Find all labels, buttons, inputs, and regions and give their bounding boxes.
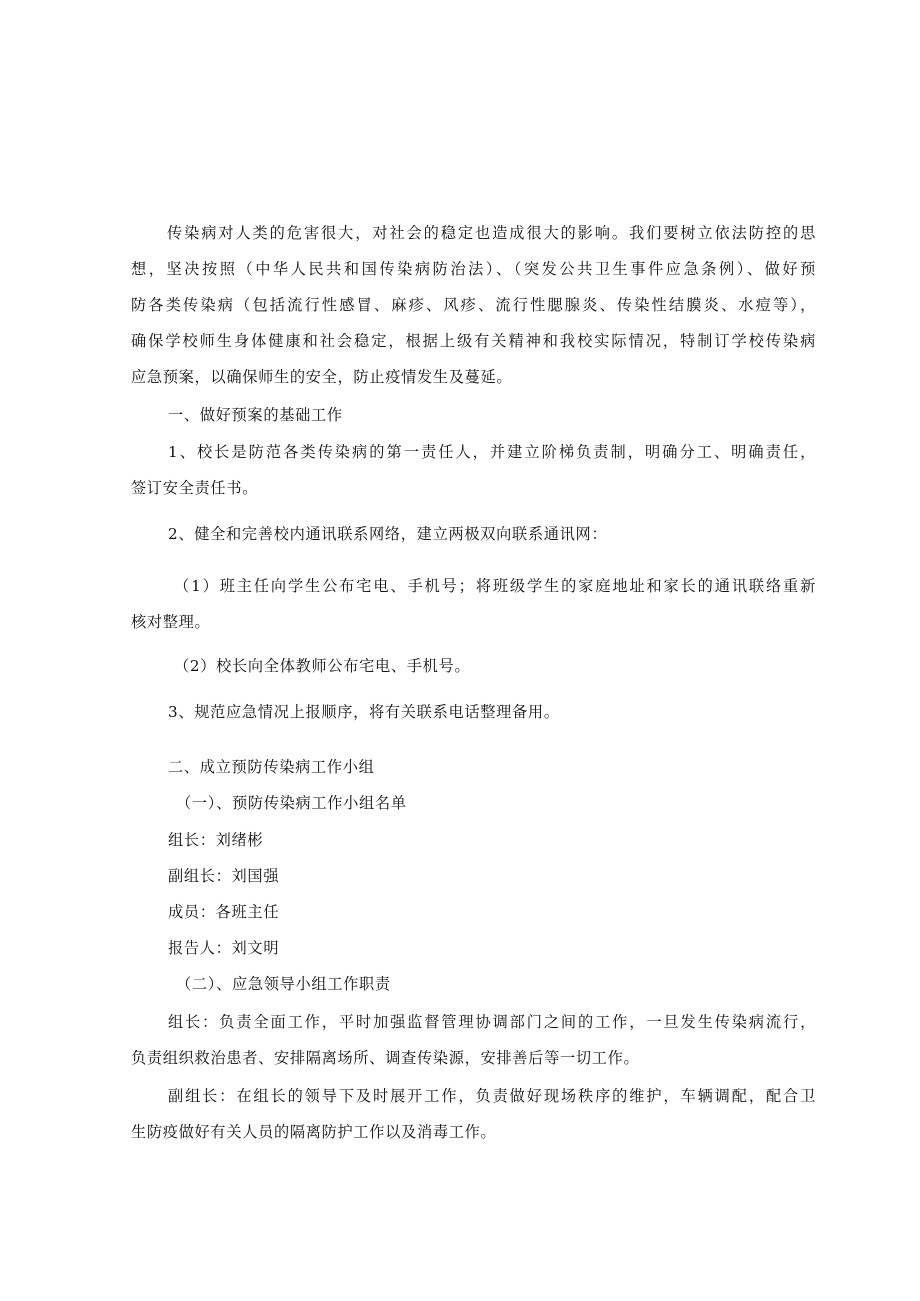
duty-leader-line1: 组长：负责全面工作，平时加强监督管理协调部门之间的工作，一旦发生传染病流行， [168, 1013, 816, 1031]
section1-item1-line2: 签订安全责任书。 [131, 479, 259, 497]
duty-vice-line1: 副组长：在组长的领导下及时展开工作，负责做好现场秩序的维护，车辆调配，配合卫 [168, 1087, 816, 1105]
intro-line-3: 防各类传染病（包括流行性感冒、麻疹、风疹、流行性腮腺炎、传染性结膜炎、水痘等）， [131, 296, 816, 314]
group-leader: 组长：刘绪彬 [168, 831, 264, 849]
intro-line-5: 应急预案，以确保师生的安全，防止疫情发生及蔓延。 [131, 368, 513, 386]
duty-vice-line2: 生防疫做好有关人员的隔离防护工作以及消毒工作。 [131, 1123, 497, 1141]
duty-leader-line2: 负责组织救治患者、安排隔离场所、调查传染源，安排善后等一切工作。 [131, 1049, 640, 1067]
section2-sub2-heading: （二）、应急领导小组工作职责 [176, 975, 391, 993]
intro-paragraph [131, 215, 816, 395]
group-members: 成员：各班主任 [168, 903, 280, 921]
section1-sub2: （2）校长向全体教师公布宅电、手机号。 [174, 657, 471, 675]
section1-item2: 2、健全和完善校内通讯联系网络，建立两极双向联系通讯网： [168, 525, 608, 543]
section1-item1-line1: 1、校长是防范各类传染病的第一责任人，并建立阶梯负责制，明确分工、明确责任， [168, 443, 816, 461]
group-reporter: 报告人：刘文明 [168, 939, 280, 957]
intro-line-2: 想，坚决按照（中华人民共和国传染病防治法）、（突发公共卫生事件应急条例）、做好预 [131, 260, 816, 278]
section1-item3: 3、规范应急情况上报顺序，将有关联系电话整理备用。 [168, 703, 560, 721]
section1-sub1-line1: （1）班主任向学生公布宅电、手机号；将班级学生的家庭地址和家长的通讯联络重新 [174, 577, 816, 595]
intro-line-4: 确保学校师生身体健康和社会稳定，根据上级有关精神和我校实际情况，特制订学校传染病 [131, 332, 816, 350]
section2-heading: 二、成立预防传染病工作小组 [168, 758, 375, 776]
intro-line-1: 传染病对人类的危害很大，对社会的稳定也造成很大的影响。我们要树立依法防控的思 [167, 224, 816, 242]
section2-sub1-heading: （一）、预防传染病工作小组名单 [176, 794, 407, 812]
section1-heading: 一、做好预案的基础工作 [168, 406, 343, 424]
section1-sub1-line2: 核对整理。 [131, 613, 211, 631]
group-vice-leader: 副组长：刘国强 [168, 867, 280, 885]
